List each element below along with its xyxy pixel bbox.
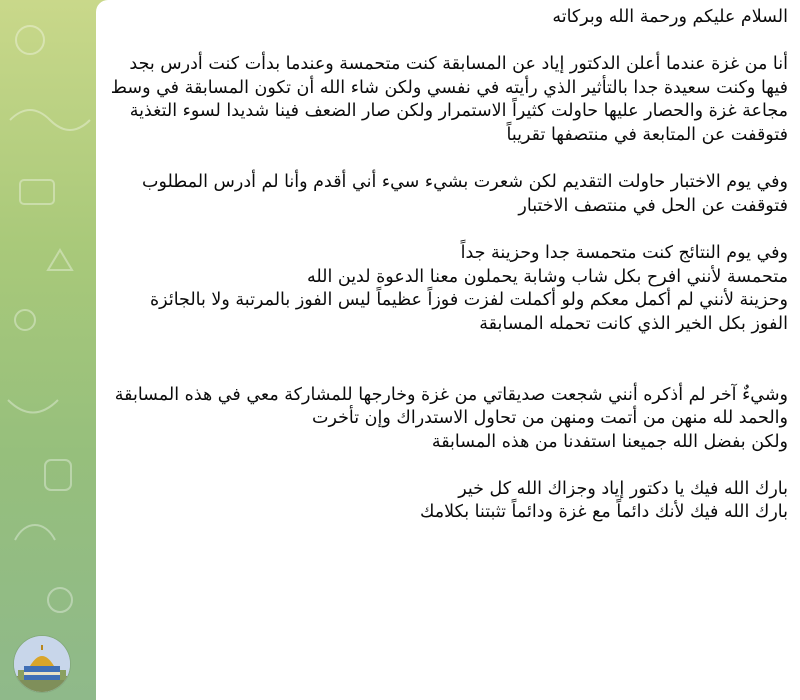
paragraph-competition-story: أنا من غزة عندما أعلن الدكتور إياد عن المسابقة كنت متحمسة وعندما بدأت كنت أدرس بجد فيها وكنت سعيدة جدا بالتأثير الذي رأيته في نفسي ولكن شاء الله أن تكون المسابقة في وسط مجاعة غزة والحصار عليها حاولت كثيراً الاستمرار ولكن صار الضعف فينا شديدا لسوء التغذية فتوقفت عن المتابعة في منتصفها تقريباً [110,54,788,145]
paragraph-results-line3: وحزينة لأنني لم أكمل معكم ولو أكملت لفزت فوزاً عظيماً ليس الفوز بالمرتبة ولا بالجائزة الفوز بكل الخير الذي كانت تحمله المسابقة [150,290,788,334]
message-bubble[interactable] [96,0,800,700]
paragraph-friends-line1: وشيءٌ آخر لم أذكره أنني شجعت صديقاتي من غزة وخارجها للمشاركة معي في هذه المسابقة والحمد لله منهن من أتمت ومنهن من تحاول الاستدراك وإن تأخرت [114,384,788,429]
paragraph-friends-line2: ولكن بفضل الله جميعنا استفدنا من هذه المسابقة [431,431,788,452]
greeting-line: السلام عليكم ورحمة الله وبركاته [552,7,788,27]
paragraph-exam-day: وفي يوم الاختبار حاولت التقديم لكن شعرت بشيء سيء أني أقدم وأنا لم أدرس المطلوب فتوقفت عن الحل في منتصف الاختبار [141,172,788,216]
message-text [108,6,788,525]
paragraph-results-line1: وفي يوم النتائج كنت متحمسة جدا وحزينة جداً [460,242,788,263]
dome-of-the-rock-icon [14,636,70,692]
doodle-pattern [0,0,100,700]
sender-avatar[interactable] [14,636,70,692]
closing-line2: بارك الله فيك لأنك دائماً مع غزة ودائماً تثبتنا بكلامك [420,502,788,523]
closing-line1: بارك الله فيك يا دكتور إياد وجزاك الله كل خير [458,478,788,499]
paragraph-results-line2: متحمسة لأنني افرح بكل شاب وشابة يحملون معنا الدعوة لدين الله [306,266,788,287]
